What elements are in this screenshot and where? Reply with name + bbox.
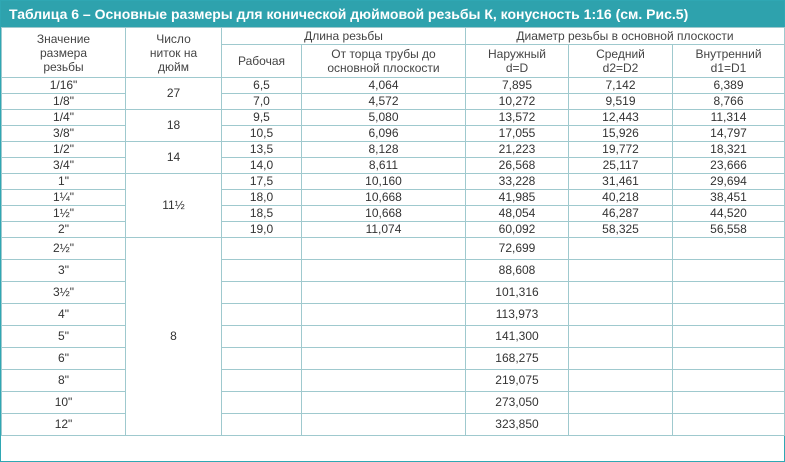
inner-cell xyxy=(673,370,785,392)
size-cell: 1/2" xyxy=(2,142,126,158)
outer-cell: 219,075 xyxy=(466,370,569,392)
from-end-cell xyxy=(302,304,466,326)
inner-cell xyxy=(673,392,785,414)
mid-cell xyxy=(569,282,673,304)
mid-cell: 40,218 xyxy=(569,190,673,206)
from-end-cell xyxy=(302,414,466,436)
table-row xyxy=(2,326,785,348)
outer-cell: 88,608 xyxy=(466,260,569,282)
size-cell: 6" xyxy=(2,348,126,370)
header-from-pipe-end xyxy=(302,45,466,78)
outer-cell: 168,275 xyxy=(466,348,569,370)
threads-cell: 27 xyxy=(126,78,222,110)
size-cell: 3/4" xyxy=(2,158,126,174)
header-row-1 xyxy=(2,28,785,45)
size-cell: 1/16" xyxy=(2,78,126,94)
from-end-cell xyxy=(302,238,466,260)
outer-cell: 10,272 xyxy=(466,94,569,110)
from-end-cell: 4,572 xyxy=(302,94,466,110)
mid-cell xyxy=(569,238,673,260)
working-cell: 19,0 xyxy=(222,222,302,238)
outer-cell: 13,572 xyxy=(466,110,569,126)
header-mid-diameter xyxy=(569,45,673,78)
inner-cell: 18,321 xyxy=(673,142,785,158)
header-thread-diameter: Диаметр резьбы в основной плоскости xyxy=(466,28,785,45)
inner-cell: 8,766 xyxy=(673,94,785,110)
outer-cell: 72,699 xyxy=(466,238,569,260)
size-cell: 5" xyxy=(2,326,126,348)
working-cell: 6,5 xyxy=(222,78,302,94)
table-row xyxy=(2,94,785,110)
mid-cell: 15,926 xyxy=(569,126,673,142)
size-cell: 4" xyxy=(2,304,126,326)
table-row xyxy=(2,370,785,392)
header-inner-diameter xyxy=(673,45,785,78)
header-thread-size-line2: размера xyxy=(40,45,87,60)
header-mid-line2: d2=D2 xyxy=(602,61,639,75)
from-end-cell: 5,080 xyxy=(302,110,466,126)
inner-cell: 11,314 xyxy=(673,110,785,126)
table-row xyxy=(2,110,785,126)
mid-cell: 9,519 xyxy=(569,94,673,110)
header-threads-line3: дюйм xyxy=(158,59,189,74)
inner-cell: 44,520 xyxy=(673,206,785,222)
outer-cell: 323,850 xyxy=(466,414,569,436)
from-end-cell xyxy=(302,326,466,348)
header-working-length: Рабочая xyxy=(222,45,302,78)
header-from-end-line1: От торца трубы до xyxy=(331,47,436,61)
inner-cell: 23,666 xyxy=(673,158,785,174)
working-cell: 13,5 xyxy=(222,142,302,158)
outer-cell: 26,568 xyxy=(466,158,569,174)
from-end-cell: 11,074 xyxy=(302,222,466,238)
working-cell xyxy=(222,392,302,414)
working-cell: 17,5 xyxy=(222,174,302,190)
size-cell: 8" xyxy=(2,370,126,392)
mid-cell xyxy=(569,370,673,392)
working-cell: 7,0 xyxy=(222,94,302,110)
table-row xyxy=(2,142,785,158)
inner-cell xyxy=(673,414,785,436)
header-inner-line1: Внутренний xyxy=(695,47,762,61)
header-threads-per-inch xyxy=(126,28,222,78)
outer-cell: 21,223 xyxy=(466,142,569,158)
working-cell xyxy=(222,282,302,304)
outer-cell: 48,054 xyxy=(466,206,569,222)
working-cell: 18,0 xyxy=(222,190,302,206)
from-end-cell: 10,668 xyxy=(302,190,466,206)
outer-cell: 141,300 xyxy=(466,326,569,348)
mid-cell: 25,117 xyxy=(569,158,673,174)
table-row xyxy=(2,78,785,94)
mid-cell: 31,461 xyxy=(569,174,673,190)
header-from-end-line2: основной плоскости xyxy=(327,61,440,75)
table-title: Таблица 6 – Основные размеры для конической дюймовой резьбы К, конусность 1:16 (см. Рис.5) xyxy=(1,1,784,27)
inner-cell xyxy=(673,282,785,304)
table-row xyxy=(2,282,785,304)
working-cell: 9,5 xyxy=(222,110,302,126)
mid-cell xyxy=(569,348,673,370)
threads-cell: 18 xyxy=(126,110,222,142)
table-row xyxy=(2,260,785,282)
header-thread-size xyxy=(2,28,126,78)
table-row xyxy=(2,126,785,142)
from-end-cell: 8,128 xyxy=(302,142,466,158)
size-cell: 1½" xyxy=(2,206,126,222)
inner-cell: 6,389 xyxy=(673,78,785,94)
working-cell xyxy=(222,304,302,326)
inner-cell xyxy=(673,304,785,326)
table-row xyxy=(2,238,785,260)
working-cell xyxy=(222,370,302,392)
size-cell: 2" xyxy=(2,222,126,238)
outer-cell: 101,316 xyxy=(466,282,569,304)
mid-cell: 12,443 xyxy=(569,110,673,126)
from-end-cell: 8,611 xyxy=(302,158,466,174)
inner-cell: 14,797 xyxy=(673,126,785,142)
table-row xyxy=(2,392,785,414)
mid-cell xyxy=(569,260,673,282)
threads-cell: 8 xyxy=(126,238,222,436)
header-thread-size-line3: резьбы xyxy=(43,59,84,74)
mid-cell xyxy=(569,414,673,436)
mid-cell xyxy=(569,392,673,414)
working-cell xyxy=(222,414,302,436)
working-cell: 14,0 xyxy=(222,158,302,174)
working-cell: 10,5 xyxy=(222,126,302,142)
table-row xyxy=(2,348,785,370)
header-outer-line2: d=D xyxy=(505,61,529,75)
size-cell: 3" xyxy=(2,260,126,282)
mid-cell: 7,142 xyxy=(569,78,673,94)
table-row xyxy=(2,414,785,436)
working-cell xyxy=(222,238,302,260)
size-cell: 3/8" xyxy=(2,126,126,142)
inner-cell xyxy=(673,348,785,370)
from-end-cell xyxy=(302,370,466,392)
inner-cell: 29,694 xyxy=(673,174,785,190)
table-row xyxy=(2,206,785,222)
mid-cell: 58,325 xyxy=(569,222,673,238)
outer-cell: 41,985 xyxy=(466,190,569,206)
header-inner-line2: d1=D1 xyxy=(710,61,747,75)
threads-cell: 14 xyxy=(126,142,222,174)
outer-cell: 17,055 xyxy=(466,126,569,142)
working-cell xyxy=(222,348,302,370)
inner-cell xyxy=(673,238,785,260)
inner-cell xyxy=(673,326,785,348)
header-outer-diameter xyxy=(466,45,569,78)
from-end-cell xyxy=(302,260,466,282)
size-cell: 1/8" xyxy=(2,94,126,110)
mid-cell xyxy=(569,304,673,326)
size-cell: 12" xyxy=(2,414,126,436)
header-outer-line1: Наружный xyxy=(488,47,546,61)
working-cell: 18,5 xyxy=(222,206,302,222)
outer-cell: 33,228 xyxy=(466,174,569,190)
table-row xyxy=(2,222,785,238)
size-cell: 1¼" xyxy=(2,190,126,206)
header-thread-size-line1: Значение xyxy=(36,31,91,46)
size-cell: 2½" xyxy=(2,238,126,260)
size-cell: 1/4" xyxy=(2,110,126,126)
outer-cell: 60,092 xyxy=(466,222,569,238)
mid-cell: 46,287 xyxy=(569,206,673,222)
mid-cell xyxy=(569,326,673,348)
table-row xyxy=(2,304,785,326)
table-row xyxy=(2,174,785,190)
inner-cell: 38,451 xyxy=(673,190,785,206)
outer-cell: 7,895 xyxy=(466,78,569,94)
table-row xyxy=(2,158,785,174)
mid-cell: 19,772 xyxy=(569,142,673,158)
working-cell xyxy=(222,260,302,282)
size-cell: 10" xyxy=(2,392,126,414)
working-cell xyxy=(222,326,302,348)
from-end-cell: 4,064 xyxy=(302,78,466,94)
from-end-cell: 10,160 xyxy=(302,174,466,190)
header-thread-length: Длина резьбы xyxy=(222,28,466,45)
inner-cell xyxy=(673,260,785,282)
from-end-cell xyxy=(302,282,466,304)
header-mid-line1: Средний xyxy=(596,47,645,61)
outer-cell: 113,973 xyxy=(466,304,569,326)
inner-cell: 56,558 xyxy=(673,222,785,238)
threads-cell: 11½ xyxy=(126,174,222,238)
header-threads-line1: Число xyxy=(156,31,191,46)
size-cell: 3½" xyxy=(2,282,126,304)
thread-dimensions-table xyxy=(1,27,785,436)
from-end-cell xyxy=(302,348,466,370)
size-cell: 1" xyxy=(2,174,126,190)
from-end-cell: 6,096 xyxy=(302,126,466,142)
header-threads-line2: ниток на xyxy=(149,45,198,60)
table-row xyxy=(2,190,785,206)
outer-cell: 273,050 xyxy=(466,392,569,414)
from-end-cell: 10,668 xyxy=(302,206,466,222)
from-end-cell xyxy=(302,392,466,414)
